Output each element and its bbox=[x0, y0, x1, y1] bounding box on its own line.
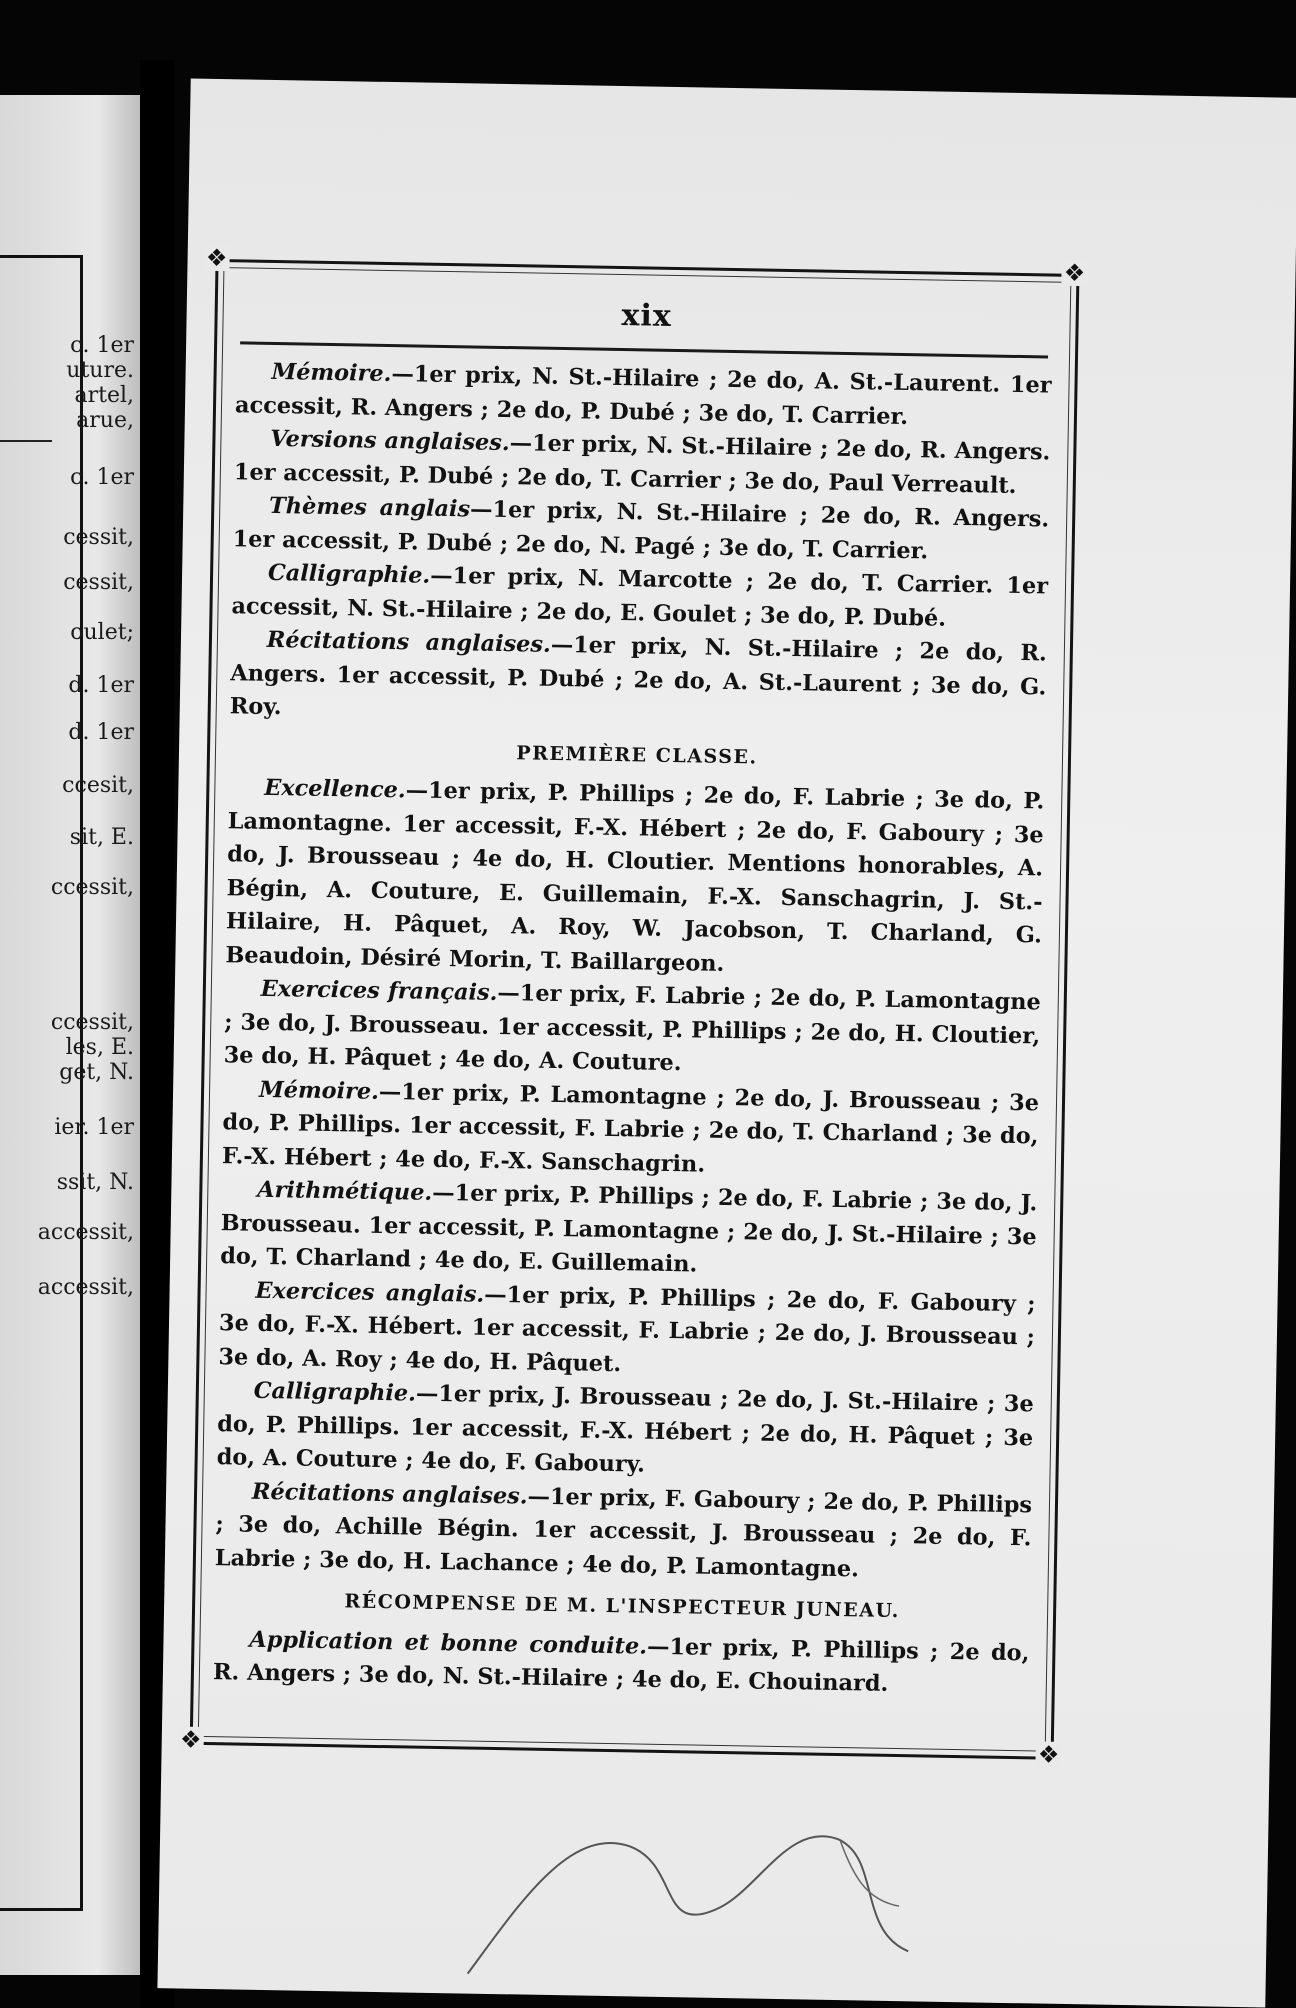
left-text-fragment: sit, E. bbox=[69, 825, 134, 850]
corner-ornament-icon: ❖ bbox=[203, 245, 229, 271]
corner-ornament-icon: ❖ bbox=[178, 1727, 204, 1753]
corner-ornament-icon: ❖ bbox=[1061, 260, 1087, 286]
left-text-fragment: accessit, bbox=[37, 1275, 134, 1300]
left-text-fragment: d. 1er bbox=[68, 720, 134, 745]
prize-paragraph bbox=[225, 771, 1044, 986]
left-text-fragment: oulet; bbox=[70, 620, 134, 645]
prize-text: —1er prix, P. Phillips ; 2e do, F. Labrie ; 3e do, P. Lamontagne. 1er accessit, F.-X. Hébert ; 2e do, F. Gaboury ; 3e do, J. Brousseau ; 4e do, H. Cloutier. Mentions honorables, A. Bégin, A. Couture, E. Guillemain, F.-X. Sanschagrin, J. St.-Hilaire, H. Pâquet, A. Roy, W. Jacobson, T. Charland, G. Beaudoin, Désiré Morin, T. Baillargeon. bbox=[225, 777, 1045, 977]
left-page-rule bbox=[0, 440, 52, 442]
subject-heading: Récitations anglaises. bbox=[251, 1478, 528, 1510]
left-text-fragment: cessit, bbox=[63, 570, 134, 595]
page-number: xix bbox=[621, 298, 673, 334]
book-page bbox=[157, 78, 1296, 2007]
left-text-fragment: get, N. bbox=[59, 1060, 134, 1085]
prize-text: —1er prix, P. Phillips ; 2e do, F. Gaboury ; 3e do, F.-X. Hébert. 1er accessit, F. Labrie ; 2e do, J. Brousseau ; 3e do, A. Roy ; 4e do, H. Pâquet. bbox=[218, 1281, 1036, 1377]
prize-paragraph bbox=[222, 1073, 1040, 1188]
left-text-fragment: ssit, N. bbox=[56, 1170, 134, 1195]
prize-text: —1er prix, N. St.-Hilaire ; 2e do, R. Angers. 1er accessit, P. Dubé ; 2e do, N. Pagé ; 3e do, T. Carrier. bbox=[232, 496, 1050, 564]
section-heading: RÉCOMPENSE DE M. L'INSPECTEUR JUNEAU. bbox=[344, 1590, 901, 1623]
left-text-fragment: c. 1er bbox=[70, 465, 134, 490]
subject-heading: Arithmétique. bbox=[256, 1176, 433, 1206]
left-text-fragment: arue, bbox=[76, 408, 134, 433]
prize-paragraph bbox=[215, 1475, 1033, 1590]
subject-heading: Mémoire. bbox=[271, 358, 392, 388]
prize-paragraph bbox=[218, 1274, 1036, 1389]
left-text-fragment: cessit, bbox=[63, 525, 134, 550]
left-text-fragment: ccessit, bbox=[50, 875, 134, 900]
prize-text: —1er prix, P. Phillips ; 2e do, F. Labrie ; 3e do, J. Brousseau. 1er accessit, P. Lamontagne ; 2e do, J. St.-Hilaire ; 3e do, T. Charland ; 4e do, E. Guillemain. bbox=[219, 1179, 1038, 1278]
prize-text: —1er prix, N. St.-Hilaire ; 2e do, A. St.-Laurent. 1er accessit, R. Angers ; 2e do, P. Dubé ; 3e do, T. Carrier. bbox=[234, 361, 1052, 430]
prize-paragraph bbox=[213, 1623, 1030, 1704]
section-heading: PREMIÈRE CLASSE. bbox=[516, 741, 758, 768]
subject-heading: Exercices anglais. bbox=[255, 1277, 485, 1308]
corner-ornament-icon: ❖ bbox=[1035, 1741, 1061, 1767]
prize-text: —1er prix, J. Brousseau ; 2e do, J. St.-Hilaire ; 3e do, P. Phillips. 1er accessit, F.-X. Hébert ; 2e do, H. Pâquet ; 3e do, A. Couture ; 4e do, F. Gaboury. bbox=[216, 1380, 1034, 1478]
subject-heading: Mémoire. bbox=[258, 1076, 380, 1105]
subject-heading: Exercices français. bbox=[260, 975, 498, 1006]
prize-list bbox=[213, 355, 1052, 1704]
prize-text: —1er prix, P. Lamontagne ; 2e do, J. Brousseau ; 3e do, P. Phillips. 1er accessit, F. Labrie ; 2e do, T. Charland ; 3e do, F.-X. Hébert ; 4e do, F.-X. Sanschagrin. bbox=[221, 1078, 1040, 1178]
prize-text: —1er prix, F. Gaboury ; 2e do, P. Phillips ; 3e do, Achille Bégin. 1er accessit, J. Brousseau ; 2e do, F. Labrie ; 3e do, H. Lachance ; 4e do, P. Lamontagne. bbox=[214, 1483, 1033, 1582]
prize-paragraph bbox=[229, 623, 1047, 738]
prize-text: —1er prix, P. Phillips ; 2e do, R. Angers ; 3e do, N. St.-Hilaire ; 4e do, E. Chouinard. bbox=[212, 1633, 1030, 1697]
left-text-fragment: accessit, bbox=[37, 1220, 134, 1245]
left-text-fragment: uture. bbox=[66, 358, 134, 383]
prize-text: —1er prix, F. Labrie ; 2e do, P. Lamontagne ; 3e do, J. Brousseau. 1er accessit, P. Phillips ; 2e do, H. Cloutier, 3e do, H. Pâquet ; 4e do, A. Couture. bbox=[223, 979, 1041, 1077]
subject-heading: Application et bonne conduite. bbox=[249, 1626, 648, 1660]
left-text-fragment: ccessit, bbox=[50, 1010, 134, 1035]
subject-heading: Calligraphie. bbox=[267, 559, 431, 589]
left-text-fragment: artel, bbox=[74, 383, 134, 408]
prize-paragraph bbox=[216, 1374, 1034, 1489]
prize-text: —1er prix, N. St.-Hilaire ; 2e do, R. Angers. 1er accessit, P. Dubé ; 2e do, T. Carrier ; 3e do, Paul Verreault. bbox=[233, 430, 1051, 499]
prize-text: —1er prix, N. St.-Hilaire ; 2e do, R. Angers. 1er accessit, P. Dubé ; 2e do, A. St.-Laurent ; 3e do, G. Roy. bbox=[229, 631, 1048, 721]
subject-heading: Versions anglaises. bbox=[270, 425, 510, 457]
prize-paragraph bbox=[223, 972, 1041, 1087]
subject-heading: Thèmes anglais bbox=[268, 492, 471, 523]
left-text-fragment: ier. 1er bbox=[54, 1115, 134, 1140]
left-text-fragment: c. 1er bbox=[70, 333, 134, 358]
left-text-fragment: ccesit, bbox=[62, 773, 134, 798]
left-text-fragment: d. 1er bbox=[68, 673, 134, 698]
left-page-fragment bbox=[0, 95, 140, 1975]
pencil-scribble bbox=[458, 1783, 921, 1991]
subject-heading: Excellence. bbox=[263, 774, 406, 804]
prize-paragraph bbox=[220, 1173, 1038, 1288]
prize-text: —1er prix, N. Marcotte ; 2e do, T. Carrier. 1er accessit, N. St.-Hilaire ; 2e do, E. Goulet ; 3e do, P. Dubé. bbox=[231, 562, 1049, 632]
subject-heading: Récitations anglaises. bbox=[266, 626, 552, 658]
left-text-fragment: les, E. bbox=[65, 1035, 134, 1060]
subject-heading: Calligraphie. bbox=[253, 1377, 417, 1407]
